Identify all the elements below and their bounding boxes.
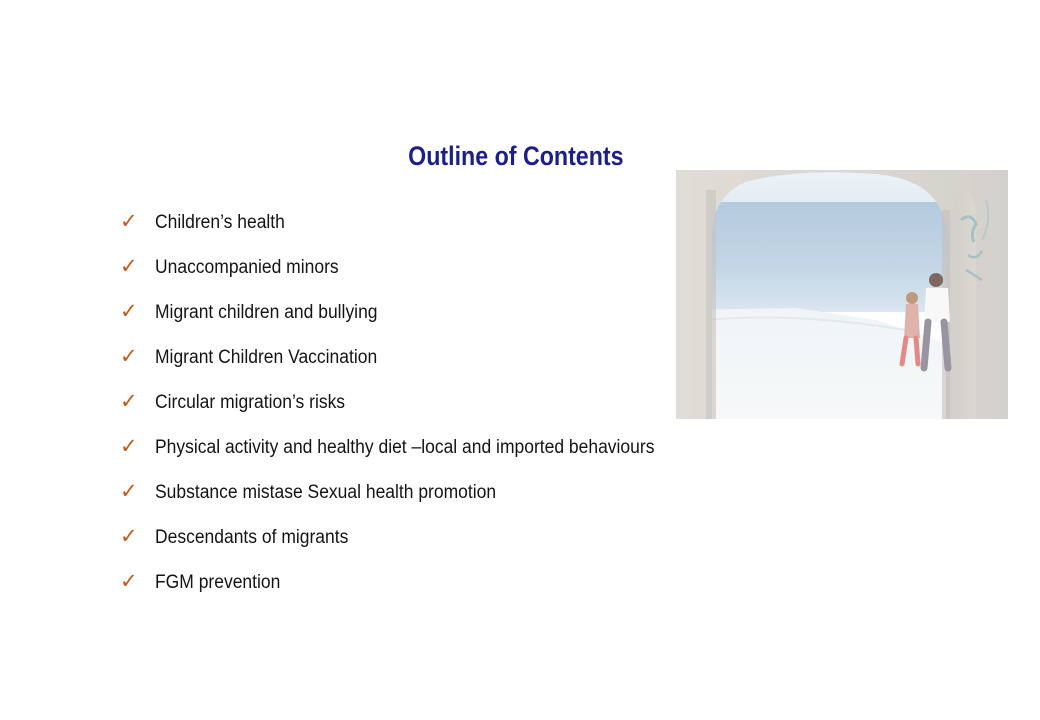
list-item-label: Physical activity and healthy diet –local and imported behaviours bbox=[155, 437, 655, 458]
check-mark-icon: ✓ bbox=[120, 389, 138, 413]
check-mark-icon: ✓ bbox=[120, 479, 138, 503]
list-item-label: Unaccompanied minors bbox=[155, 257, 339, 278]
check-mark-icon: ✓ bbox=[120, 524, 138, 548]
list-item-label: Descendants of migrants bbox=[155, 527, 349, 548]
slide-title: Outline of Contents bbox=[408, 141, 624, 171]
list-item-label: Substance mistase Sexual health promotion bbox=[155, 482, 497, 503]
check-mark-icon: ✓ bbox=[120, 299, 138, 323]
list-item-label: FGM prevention bbox=[155, 572, 281, 593]
arch-sea-photo bbox=[676, 170, 1008, 419]
list-item-label: Children’s health bbox=[155, 212, 285, 233]
check-mark-icon: ✓ bbox=[120, 254, 138, 278]
check-mark-icon: ✓ bbox=[120, 344, 138, 368]
list-item-label: Migrant Children Vaccination bbox=[155, 347, 378, 368]
check-mark-icon: ✓ bbox=[120, 209, 138, 233]
list-item-label: Circular migration’s risks bbox=[155, 392, 346, 413]
check-mark-icon: ✓ bbox=[120, 434, 138, 458]
list-item-label: Migrant children and bullying bbox=[155, 302, 378, 323]
check-mark-icon: ✓ bbox=[120, 569, 138, 593]
